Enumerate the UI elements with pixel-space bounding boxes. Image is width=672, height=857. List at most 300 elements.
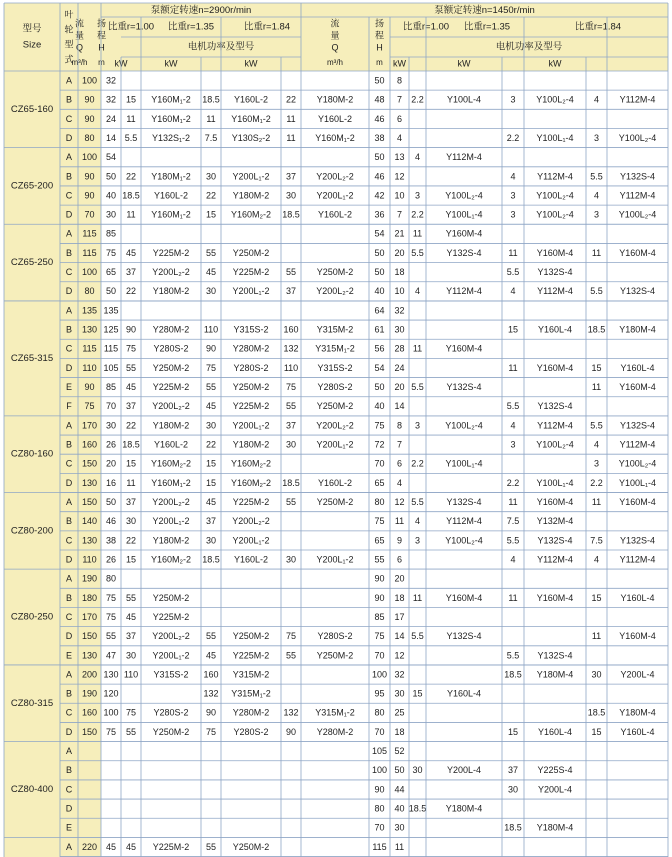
table-cell: Y160L-2 xyxy=(317,477,353,488)
table-cell: 22 xyxy=(125,171,137,182)
table-cell: 52 xyxy=(394,746,405,757)
table-cell: Y200L₁-2 xyxy=(232,286,270,297)
table-cell: Y280S-2 xyxy=(233,362,269,373)
table-cell: Y132S-4 xyxy=(619,535,656,546)
table-cell: 30 xyxy=(205,420,217,431)
sg-100-header: 比重r=1.00 xyxy=(107,21,155,33)
table-cell: Y200L₁-2 xyxy=(316,554,354,565)
flow-header: Q xyxy=(75,42,84,53)
table-cell: Y160M-4 xyxy=(445,228,483,239)
table-cell: Y200L₁-2 xyxy=(316,439,354,450)
table-cell: 50 xyxy=(105,171,117,182)
table-cell: Y280M-2 xyxy=(232,707,270,718)
table-cell: Y132S-4 xyxy=(537,401,573,412)
table-cell: 3 xyxy=(593,132,600,143)
table-cell: 18 xyxy=(394,726,405,737)
table-cell: 7.5 xyxy=(506,516,520,527)
table-cell: 75 xyxy=(105,726,117,737)
table-cell: 7 xyxy=(396,209,403,220)
table-cell: Y180M-4 xyxy=(536,822,574,833)
table-cell: Y225M-2 xyxy=(232,401,270,412)
model-label: CZ80-160 xyxy=(10,448,54,460)
table-cell: 80 xyxy=(374,803,385,814)
table-cell: 150 xyxy=(81,496,98,507)
table-cell: 150 xyxy=(81,631,98,642)
table-cell: 150 xyxy=(81,458,98,469)
table-cell: Y250M-2 xyxy=(316,267,354,278)
table-cell: Y180M-2 xyxy=(152,420,190,431)
table-cell: 70 xyxy=(374,822,385,833)
table-cell: 50 xyxy=(374,247,385,258)
table-cell: 55 xyxy=(105,631,117,642)
table-cell: 12 xyxy=(394,171,405,182)
table-cell: 5.5 xyxy=(506,650,520,661)
table-cell: 100 xyxy=(103,707,119,718)
table-cell: Y225M-2 xyxy=(232,496,270,507)
model-label: CZ80-200 xyxy=(10,525,54,537)
table-cell: 170 xyxy=(81,611,98,622)
table-cell: 21 xyxy=(394,228,405,239)
table-cell: 125 xyxy=(103,324,119,335)
table-cell: Y225M-2 xyxy=(152,611,190,622)
head-header: 程 xyxy=(96,30,107,41)
table-cell: Y180M-4 xyxy=(619,707,656,718)
table-cell: 18.5 xyxy=(408,803,427,814)
table-cell: 8 xyxy=(396,75,403,86)
table-cell: Y112M-4 xyxy=(619,94,656,105)
table-cell: 11 xyxy=(412,592,423,603)
table-cell: Y200L₂-2 xyxy=(316,171,354,182)
table-cell: 90 xyxy=(84,113,95,124)
table-cell: 32 xyxy=(394,305,405,316)
table-cell: 170 xyxy=(81,420,98,431)
sg-100-header-1450: 比重r=1.00 xyxy=(402,21,450,33)
table-cell: 45 xyxy=(125,611,137,622)
table-cell: Y132M-4 xyxy=(536,516,574,527)
table-cell: 18.5 xyxy=(202,94,220,105)
table-cell: B xyxy=(65,171,73,182)
table-cell: 18.5 xyxy=(282,477,300,488)
table-cell: 2.2 xyxy=(590,477,603,488)
table-cell: 15 xyxy=(507,324,519,335)
table-cell: Y100L₂-4 xyxy=(536,209,574,220)
head-header-1450: 程 xyxy=(374,30,385,41)
table-cell: Y100L₂-4 xyxy=(536,94,574,105)
table-cell: Y250M-2 xyxy=(232,841,270,852)
table-cell: 4 xyxy=(510,420,516,431)
table-cell: D xyxy=(65,209,73,220)
table-cell: 5.5 xyxy=(411,496,424,507)
table-cell: 30 xyxy=(205,171,217,182)
table-cell: 3 xyxy=(510,439,516,450)
table-cell: Y160M-4 xyxy=(536,496,574,507)
sg-135-header: 比重r=1.35 xyxy=(167,21,215,33)
table-cell: Y100L₂-4 xyxy=(618,132,657,143)
table-cell: 40 xyxy=(374,401,385,412)
table-cell: 22 xyxy=(205,190,217,201)
pump-motor-table xyxy=(4,3,668,852)
table-cell: 90 xyxy=(205,343,217,354)
table-cell: Y100L₂-4 xyxy=(445,190,483,201)
table-cell: 6 xyxy=(396,554,403,565)
table-cell: 135 xyxy=(103,305,119,316)
table-cell: 75 xyxy=(125,707,137,718)
table-cell: Y160M₂-2 xyxy=(230,209,272,220)
table-cell: Y315S-2 xyxy=(317,362,353,373)
table-cell: Y160M-4 xyxy=(619,382,656,393)
table-cell: 15 xyxy=(125,554,137,565)
table-cell: 4 xyxy=(510,286,516,297)
table-cell: Y160L-2 xyxy=(317,209,353,220)
table-cell: Y315M-2 xyxy=(316,324,354,335)
table-cell: 2.2 xyxy=(411,94,424,105)
table-cell: Y280S-2 xyxy=(317,631,353,642)
table-cell: Y160M₂-2 xyxy=(150,458,192,469)
model-label: CZ65-250 xyxy=(10,257,54,269)
sg-135-header-1450: 比重r=1.35 xyxy=(463,21,511,33)
table-cell: C xyxy=(65,113,73,124)
table-cell: 15 xyxy=(125,458,137,469)
table-cell: 55 xyxy=(125,592,137,603)
table-cell: 30 xyxy=(285,439,297,450)
table-cell: Y225M-2 xyxy=(232,267,270,278)
table-cell: Y160L-4 xyxy=(620,726,655,737)
table-cell: Y180M-4 xyxy=(619,324,656,335)
table-cell: 30 xyxy=(285,554,297,565)
table-cell: 100 xyxy=(371,669,388,680)
table-cell: 45 xyxy=(205,267,217,278)
table-cell: C xyxy=(65,535,73,546)
table-cell: 45 xyxy=(125,382,137,393)
table-cell: F xyxy=(66,401,72,412)
table-cell: Y160M-4 xyxy=(619,247,656,258)
table-cell: 37 xyxy=(125,496,137,507)
table-cell: Y132S-4 xyxy=(537,535,573,546)
table-cell: 55 xyxy=(285,401,297,412)
table-cell: 90 xyxy=(205,707,217,718)
table-cell: Y200L₂-2 xyxy=(316,286,354,297)
table-cell: 11 xyxy=(508,247,518,258)
table-cell: 110 xyxy=(283,362,299,373)
table-cell: 115 xyxy=(82,343,97,354)
table-cell: 40 xyxy=(394,803,405,814)
table-cell: 30 xyxy=(125,516,137,527)
sg-184-header: 比重r=1.84 xyxy=(243,21,291,33)
table-cell: A xyxy=(65,75,73,86)
table-cell: 75 xyxy=(105,592,117,603)
table-cell: 11 xyxy=(286,113,296,124)
table-cell: 75 xyxy=(285,382,297,393)
table-cell: 18.5 xyxy=(282,209,300,220)
table-cell: 160 xyxy=(81,439,98,450)
table-cell: 110 xyxy=(82,362,97,373)
table-cell: 30 xyxy=(412,765,423,776)
table-cell: 7 xyxy=(396,439,403,450)
table-cell: 15 xyxy=(507,726,519,737)
table-cell: 25 xyxy=(394,707,405,718)
table-cell: B xyxy=(65,324,73,335)
table-cell: 55 xyxy=(205,631,217,642)
table-cell: Y160M-4 xyxy=(536,592,574,603)
table-cell: D xyxy=(65,803,73,814)
table-cell: 11 xyxy=(508,592,518,603)
table-cell: 80 xyxy=(374,707,385,718)
table-cell: 30 xyxy=(394,688,405,699)
table-cell: 15 xyxy=(205,209,217,220)
table-cell: 50 xyxy=(374,152,385,163)
table-cell: 30 xyxy=(394,822,405,833)
table-cell: 105 xyxy=(371,746,388,757)
impeller-header: 型 xyxy=(64,39,74,50)
table-cell: Y132S-4 xyxy=(446,631,482,642)
table-cell: Y280M-2 xyxy=(232,343,270,354)
table-cell: Y180M₁-2 xyxy=(151,171,191,182)
table-cell: 160 xyxy=(283,324,299,335)
table-cell: 10 xyxy=(394,190,405,201)
table-cell: 75 xyxy=(105,247,117,258)
kw-header: kW xyxy=(393,58,406,69)
table-cell: 18.5 xyxy=(587,707,606,718)
table-cell: 72 xyxy=(374,439,385,450)
table-cell: 140 xyxy=(81,516,98,527)
table-cell: 132 xyxy=(203,688,219,699)
table-cell: Y280M-2 xyxy=(152,324,190,335)
table-cell: 45 xyxy=(205,496,217,507)
table-cell: 4 xyxy=(510,554,516,565)
motor-header: 电机功率及型号 xyxy=(187,41,255,53)
head-header-1450: 扬 xyxy=(374,18,385,29)
table-cell: Y315M₁-2 xyxy=(231,688,271,699)
table-cell: 190 xyxy=(81,573,98,584)
table-cell: 13 xyxy=(394,152,405,163)
table-cell: 11 xyxy=(591,496,602,507)
table-cell: Y160M₂-2 xyxy=(230,477,272,488)
table-cell: 45 xyxy=(205,401,217,412)
table-cell: 160 xyxy=(203,669,219,680)
table-cell: 11 xyxy=(286,132,296,143)
table-cell: 22 xyxy=(205,439,217,450)
head-header-unit: m xyxy=(98,58,105,68)
table-cell: Y180M-2 xyxy=(232,439,270,450)
table-cell: 70 xyxy=(84,209,95,220)
table-cell: 37 xyxy=(285,420,297,431)
table-cell: 30 xyxy=(205,286,217,297)
table-cell: Y160L-4 xyxy=(620,592,655,603)
table-cell: Y100L₂-4 xyxy=(536,190,574,201)
table-cell: 55 xyxy=(125,362,137,373)
table-cell: 18.5 xyxy=(504,669,522,680)
table-cell: 190 xyxy=(81,688,98,699)
table-cell: 15 xyxy=(591,362,602,373)
table-cell: 30 xyxy=(105,209,117,220)
table-cell: 18.5 xyxy=(587,324,606,335)
table-cell: Y132S-4 xyxy=(446,247,482,258)
table-cell: 90 xyxy=(84,190,95,201)
table-cell: 32 xyxy=(105,75,117,86)
table-cell: C xyxy=(65,707,73,718)
table-cell: Y200L-4 xyxy=(537,784,573,795)
table-cell: 55 xyxy=(285,496,297,507)
table-cell: D xyxy=(65,726,73,737)
kw-header: kW xyxy=(164,58,178,69)
table-cell: Y250M-2 xyxy=(152,362,190,373)
table-cell: E xyxy=(65,822,73,833)
head-header: H xyxy=(98,42,105,53)
table-cell: Y225M-2 xyxy=(152,382,190,393)
table-cell: 150 xyxy=(81,726,98,737)
table-cell: 11 xyxy=(126,209,136,220)
table-cell: D xyxy=(65,286,73,297)
table-cell: Y225M-2 xyxy=(232,650,270,661)
impeller-header: 轮 xyxy=(64,24,74,35)
table-cell: 4 xyxy=(593,439,600,450)
table-cell: Y180M-4 xyxy=(536,669,574,680)
table-cell: A xyxy=(65,228,73,239)
table-cell: 85 xyxy=(374,611,385,622)
table-cell: 15 xyxy=(591,592,602,603)
table-cell: 3 xyxy=(593,458,600,469)
table-cell: 90 xyxy=(285,726,297,737)
table-cell: Y200L-4 xyxy=(620,669,655,680)
table-cell: D xyxy=(65,132,73,143)
table-cell: 20 xyxy=(394,247,405,258)
table-cell: 4 xyxy=(510,171,516,182)
table-cell: Y250M-2 xyxy=(232,631,270,642)
table-cell: 8 xyxy=(396,420,403,431)
table-cell: Y180M-2 xyxy=(316,94,354,105)
table-cell: 2.2 xyxy=(411,209,424,220)
table-cell: Y160M-4 xyxy=(445,592,483,603)
table-cell: 2.2 xyxy=(506,132,520,143)
table-cell: D xyxy=(65,362,73,373)
table-cell: 45 xyxy=(125,247,137,258)
table-cell: Y130S₂-2 xyxy=(231,132,271,143)
table-cell: 54 xyxy=(374,228,385,239)
table-cell: 3 xyxy=(510,94,516,105)
table-cell: 3 xyxy=(510,209,516,220)
table-cell: 16 xyxy=(105,477,117,488)
table-cell: 30 xyxy=(125,650,137,661)
table-cell: Y160L-4 xyxy=(446,688,482,699)
table-cell: 3 xyxy=(414,420,421,431)
kw-header: kW xyxy=(114,58,128,69)
table-cell: 7.5 xyxy=(204,132,218,143)
table-cell: 200 xyxy=(81,669,98,680)
table-cell: C xyxy=(65,611,73,622)
table-cell: 160 xyxy=(81,707,98,718)
table-cell: B xyxy=(65,94,73,105)
table-cell: 75 xyxy=(84,401,95,412)
table-cell: Y250M-2 xyxy=(232,247,270,258)
table-cell: 50 xyxy=(374,75,385,86)
table-cell: 130 xyxy=(81,650,98,661)
table-cell: 15 xyxy=(205,458,217,469)
model-label: CZ80-400 xyxy=(10,784,54,796)
table-cell: 75 xyxy=(205,726,217,737)
table-cell: Y315S-2 xyxy=(233,324,269,335)
table-cell: Y100L₂-4 xyxy=(536,439,574,450)
table-cell: 9 xyxy=(396,535,403,546)
table-cell: 20 xyxy=(394,382,405,393)
table-cell: 115 xyxy=(372,841,387,852)
table-cell: 14 xyxy=(394,401,405,412)
table-cell: Y100L₁-4 xyxy=(536,477,574,488)
table-cell: 47 xyxy=(105,650,117,661)
table-cell: Y112M-4 xyxy=(619,439,656,450)
table-cell: 105 xyxy=(103,362,119,373)
impeller-header: 式 xyxy=(64,54,74,65)
table-cell: 70 xyxy=(374,458,385,469)
table-cell: 65 xyxy=(374,535,385,546)
table-cell: Y160L-4 xyxy=(537,324,573,335)
table-cell: Y100L₁-4 xyxy=(445,209,483,220)
table-cell: 50 xyxy=(105,496,117,507)
table-cell: A xyxy=(65,420,73,431)
table-cell: 37 xyxy=(285,286,297,297)
table-cell: 5.5 xyxy=(590,286,603,297)
table-cell: A xyxy=(65,746,73,757)
flow-header: 流 xyxy=(74,18,85,29)
table-cell: 45 xyxy=(105,841,117,852)
table-cell: 50 xyxy=(105,286,117,297)
table-cell: A xyxy=(65,841,73,852)
table-cell: 75 xyxy=(125,343,137,354)
table-cell: 55 xyxy=(374,554,385,565)
table-cell: Y112M-4 xyxy=(446,286,482,297)
table-cell: 180 xyxy=(81,592,98,603)
table-cell: 15 xyxy=(125,94,137,105)
table-cell: 15 xyxy=(591,726,602,737)
table-cell: B xyxy=(65,765,73,776)
table-cell: Y200L₁-2 xyxy=(232,535,270,546)
table-cell: 30 xyxy=(507,784,519,795)
table-cell: Y200L₁-2 xyxy=(316,190,354,201)
table-cell: Y112M-4 xyxy=(619,190,656,201)
table-cell: Y280S-2 xyxy=(153,707,189,718)
table-cell: Y100L₂-4 xyxy=(618,209,657,220)
table-cell: Y160M₁-2 xyxy=(151,477,191,488)
table-cell: Y160M-4 xyxy=(619,496,656,507)
table-cell: 5.5 xyxy=(590,171,603,182)
table-cell: 11 xyxy=(206,113,216,124)
table-cell: Y132S-4 xyxy=(537,650,573,661)
table-cell: 12 xyxy=(394,650,405,661)
table-cell: 45 xyxy=(125,841,137,852)
head-header-1450-unit: m xyxy=(376,58,383,68)
table-cell: Y160L-2 xyxy=(233,554,269,565)
table-cell: Y315S-2 xyxy=(153,669,189,680)
table-cell: 132 xyxy=(283,343,299,354)
table-cell: Y180M-4 xyxy=(445,803,483,814)
table-cell: C xyxy=(65,267,73,278)
table-cell: E xyxy=(65,382,73,393)
table-cell: 132 xyxy=(283,707,299,718)
table-cell: 18.5 xyxy=(504,822,522,833)
table-cell: 70 xyxy=(374,650,385,661)
table-cell: Y200L₁-2 xyxy=(232,420,270,431)
table-cell: Y250M-2 xyxy=(152,592,190,603)
table-cell: 7.5 xyxy=(590,535,603,546)
table-cell: 32 xyxy=(394,669,405,680)
table-cell: 75 xyxy=(205,362,217,373)
table-cell: 22 xyxy=(125,535,137,546)
table-cell: Y200L₁-2 xyxy=(152,516,190,527)
table-cell: Y160M₁-2 xyxy=(151,209,191,220)
table-cell: 95 xyxy=(374,688,385,699)
table-cell: 24 xyxy=(394,362,405,373)
table-cell: Y160L-2 xyxy=(153,190,189,201)
table-cell: Y112M-4 xyxy=(537,420,573,431)
